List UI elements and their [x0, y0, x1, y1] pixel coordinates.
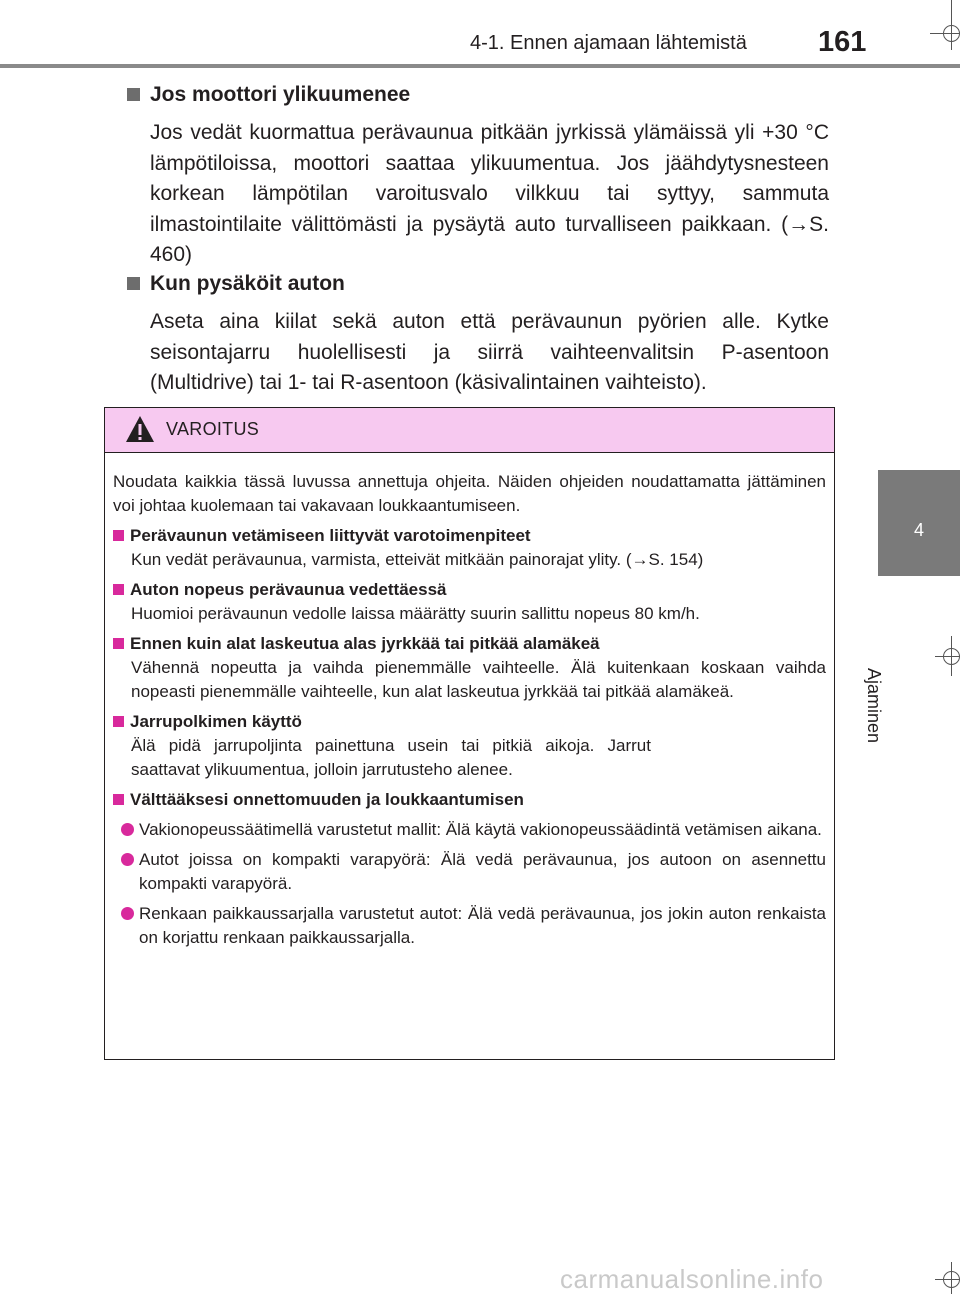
warning-item [113, 578, 826, 626]
square-bullet-icon [127, 277, 140, 290]
circle-bullet-icon [121, 823, 134, 836]
warning-item-text: Älä pidä jarrupoljinta painettuna usein tai pitkiä aikoja. Jarrut saattavat ylikuumentua, jolloin jarrutusteho alenee. [131, 736, 651, 779]
section-parking [127, 271, 829, 399]
warning-title: VAROITUS [166, 419, 260, 439]
warning-item-heading: Välttääksesi onnettomuuden ja loukkaantumisen [113, 788, 826, 812]
section-overheating [127, 82, 829, 271]
chapter-tab[interactable] [878, 470, 960, 576]
page-number: 161 [818, 26, 867, 58]
watermark: carmanualsonline.info [560, 1264, 824, 1294]
warning-item-text: Huomioi perävaunun vedolle laissa määrätty suurin sallittu nopeus 80 km/h. [131, 604, 700, 623]
warning-item-text: Vähennä nopeutta ja vaihda pienemmälle vaihteelle. Älä kuitenkaan koskaan vaihda nopeasti pienemmälle vaihteelle, kun alat laskeutua jyrkkää tai pitkää alamäkeä. [131, 658, 826, 701]
warning-item-text: Kun vedät perävaunua, varmista, etteivät mitkään painorajat ylity. (→S. 154) [131, 550, 704, 569]
square-bullet-icon [113, 530, 124, 541]
square-bullet-icon [113, 716, 124, 727]
square-bullet-icon [127, 88, 140, 101]
section-heading: Jos moottori ylikuumenee [127, 82, 829, 108]
section-body: Aseta aina kiilat sekä auton että perävaunun pyörien alle. Kytke seisontajarru huolellisesti ja siirrä vaihteenvalitsin P-asentoon (Multidrive) tai 1- tai R-asentoon (käsivalintainen vaihteisto). [150, 310, 829, 394]
crop-mark [943, 25, 960, 42]
header-rule [0, 64, 960, 68]
section-title: 4-1. Ennen ajamaan lähtemistä [470, 32, 747, 54]
chapter-number: 4 [913, 520, 924, 540]
warning-item-heading: Ennen kuin alat laskeutua alas jyrkkää tai pitkää alamäkeä [113, 632, 826, 656]
warning-intro: Noudata kaikkia tässä luvussa annettuja ohjeita. Näiden ohjeiden noudattamatta jättäminen voi johtaa kuolemaan tai vakavaan loukkaantumiseen. [113, 472, 826, 515]
warning-bullet: Autot joissa on kompakti varapyörä: Älä vedä perävaunua, jos autoon on asennettu kompakti varapyörä. [121, 848, 826, 896]
warning-bullet: Vakionopeussäätimellä varustetut mallit: Älä käytä vakionopeussäädintä vetämisen aikana. [121, 818, 826, 842]
warning-header [105, 408, 834, 453]
warning-item [113, 788, 826, 950]
warning-item [113, 710, 826, 782]
warning-item-heading: Perävaunun vetämiseen liittyvät varotoimenpiteet [113, 524, 826, 548]
warning-body [105, 453, 834, 950]
warning-item-heading: Jarrupolkimen käyttö [113, 710, 826, 734]
square-bullet-icon [113, 794, 124, 805]
warning-bullet: Renkaan paikkaussarjalla varustetut autot: Älä vedä perävaunua, jos jokin auton renkaista on korjattu renkaan paikkaussarjalla. [121, 902, 826, 950]
warning-item [113, 632, 826, 704]
section-body: Jos vedät kuormattua perävaunua pitkään jyrkissä ylämäissä yli +30 °C lämpötiloissa, moottori saattaa ylikuumentua. Jos jäähdytysnesteen korkean lämpötilan varoitusvalo vilkkuu tai syttyy, sammuta ilmastointilaite välittömästi ja pysäytä auto turvalliseen paikkaan. (→S. 460) [150, 121, 829, 266]
chapter-label-text: Ajaminen [864, 668, 884, 744]
circle-bullet-icon [121, 907, 134, 920]
warning-box [104, 407, 835, 1060]
section-heading: Kun pysäköit auton [127, 271, 829, 297]
square-bullet-icon [113, 584, 124, 595]
crop-mark [943, 1271, 960, 1288]
crop-mark [943, 648, 960, 665]
circle-bullet-icon [121, 853, 134, 866]
chapter-label [864, 590, 908, 744]
warning-item [113, 524, 826, 572]
square-bullet-icon [113, 638, 124, 649]
warning-item-heading: Auton nopeus perävaunua vedettäessä [113, 578, 826, 602]
warning-triangle-icon [125, 415, 155, 443]
